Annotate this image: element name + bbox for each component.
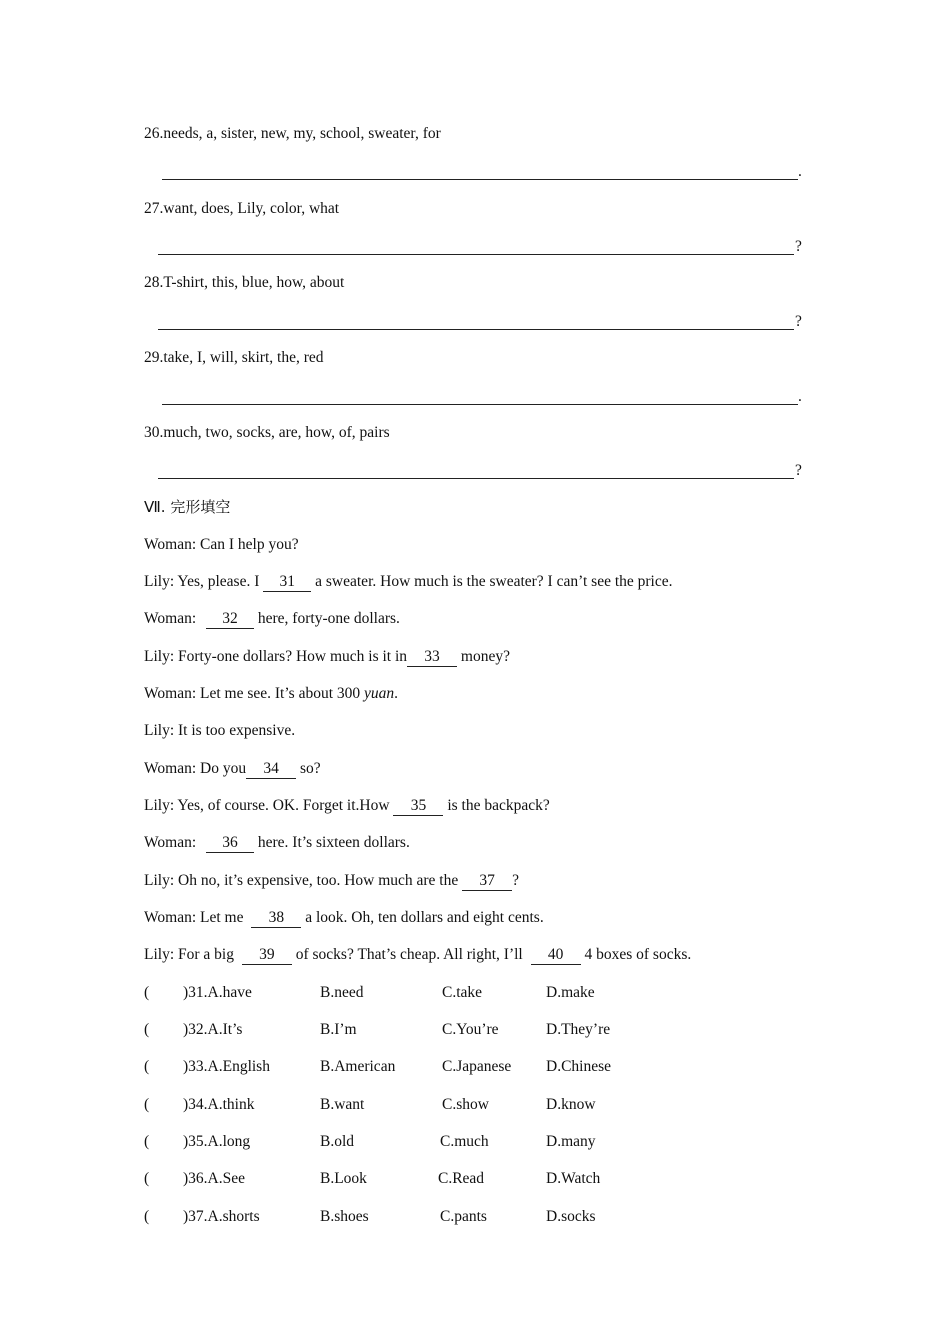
dialogue-text: Lily: Forty-one dollars? How much is it in (144, 648, 408, 665)
dialogue-line-5 (144, 684, 398, 704)
option-d[interactable]: D.They’re (546, 1021, 611, 1038)
answer-line-29[interactable] (162, 387, 807, 407)
answer-line-28[interactable] (158, 312, 808, 332)
ordering-prompt-28: 28.T-shirt, this, blue, how, about (144, 274, 345, 291)
option-b[interactable]: B.shoes (320, 1208, 369, 1225)
dialogue-text: money? (457, 648, 510, 665)
answer-end-27: ? (795, 238, 802, 255)
option-a[interactable]: )35.A.long (183, 1133, 251, 1150)
dialogue-text: of socks? That’s cheap. All right, I’ll (291, 946, 527, 963)
answer-bracket[interactable]: ( (144, 1170, 150, 1187)
dialogue-line-7 (144, 759, 321, 779)
answer-bracket[interactable]: ( (144, 1208, 150, 1225)
answer-line-26[interactable] (162, 162, 807, 182)
dialogue-text: 4 boxes of socks. (580, 946, 692, 963)
blank-34[interactable]: 34 (246, 760, 296, 779)
dialogue-text: Woman: Let me (144, 909, 248, 926)
dialogue-text: . (394, 685, 399, 702)
ordering-prompt-29: 29.take, I, will, skirt, the, red (144, 349, 324, 366)
dialogue-line-11 (144, 908, 544, 928)
option-d[interactable]: D.socks (546, 1208, 596, 1225)
ordering-prompt-30: 30.much, two, socks, are, how, of, pairs (144, 424, 390, 441)
dialogue-text: so? (296, 760, 321, 777)
dialogue-line-12 (144, 945, 691, 965)
dialogue-line-4 (144, 647, 510, 667)
answer-end-28: ? (795, 313, 802, 330)
dialogue-text: ? (512, 872, 520, 889)
option-a[interactable]: )31.A.have (183, 984, 252, 1001)
answer-line-30[interactable] (158, 461, 808, 481)
dialogue-text: is the backpack? (443, 797, 550, 814)
dialogue-text: Lily: Oh no, it’s expensive, too. How much are the (144, 872, 463, 889)
option-c[interactable]: C.pants (440, 1208, 487, 1225)
option-d[interactable]: D.many (546, 1133, 596, 1150)
dialogue-text: Woman: Let me see. It’s about 300 (144, 685, 365, 702)
dialogue-text: a sweater. How much is the sweater? I can’t see the price. (311, 573, 673, 590)
option-a[interactable]: )34.A.think (183, 1096, 255, 1113)
blank-37[interactable]: 37 (462, 872, 512, 891)
answer-end-29: . (798, 388, 802, 405)
option-a[interactable]: )32.A.It’s (183, 1021, 243, 1038)
answer-end-26: . (798, 163, 802, 180)
dialogue-text: a look. Oh, ten dollars and eight cents. (301, 909, 544, 926)
dialogue-line-6 (144, 721, 295, 741)
blank-32[interactable]: 32 (206, 610, 254, 629)
option-b[interactable]: B.Look (320, 1170, 367, 1187)
dialogue-text: here. It’s sixteen dollars. (254, 834, 410, 851)
dialogue-text: Woman: Do you (144, 760, 247, 777)
dialogue-text: Woman: (144, 834, 201, 851)
blank-31[interactable]: 31 (263, 573, 311, 592)
answer-end-30: ? (795, 462, 802, 479)
dialogue-text: Lily: Yes, of course. OK. Forget it.How (144, 797, 394, 814)
dialogue-text: Lily: It is too expensive. (144, 722, 296, 739)
option-c[interactable]: C.Japanese (442, 1058, 512, 1075)
option-c[interactable]: C.You’re (442, 1021, 499, 1038)
dialogue-text: Woman: Can I help you? (144, 536, 299, 553)
dialogue-line-9 (144, 833, 410, 853)
option-b[interactable]: B.old (320, 1133, 355, 1150)
dialogue-line-3 (144, 609, 400, 629)
option-b[interactable]: B.American (320, 1058, 396, 1075)
dialogue-text: here, forty-one dollars. (254, 610, 400, 627)
dialogue-line-10 (144, 871, 519, 891)
blank-35[interactable]: 35 (393, 797, 443, 816)
answer-bracket[interactable]: ( (144, 984, 150, 1001)
option-b[interactable]: B.want (320, 1096, 365, 1113)
option-d[interactable]: D.know (546, 1096, 596, 1113)
option-a[interactable]: )36.A.See (183, 1170, 245, 1187)
answer-bracket[interactable]: ( (144, 1133, 150, 1150)
dialogue-text: Lily: Yes, please. I (144, 573, 264, 590)
answer-bracket[interactable]: ( (144, 1096, 150, 1113)
option-c[interactable]: C.show (442, 1096, 489, 1113)
option-c[interactable]: C.take (442, 984, 483, 1001)
blank-40[interactable]: 40 (531, 946, 581, 965)
answer-line-27[interactable] (158, 237, 808, 257)
blank-39[interactable]: 39 (242, 946, 292, 965)
ordering-prompt-26: 26.needs, a, sister, new, my, school, sweater, for (144, 125, 441, 142)
option-c[interactable]: C.much (440, 1133, 489, 1150)
dialogue-italic: yuan (364, 685, 395, 702)
ordering-prompt-27: 27.want, does, Lily, color, what (144, 200, 340, 217)
option-b[interactable]: B.I’m (320, 1021, 357, 1038)
blank-36[interactable]: 36 (206, 834, 254, 853)
dialogue-line-2 (144, 572, 673, 592)
option-d[interactable]: D.Watch (546, 1170, 601, 1187)
dialogue-line-1 (144, 535, 299, 555)
blank-33[interactable]: 33 (407, 648, 457, 667)
answer-bracket[interactable]: ( (144, 1058, 150, 1075)
dialogue-text: Woman: (144, 610, 201, 627)
section-heading: Ⅶ. 完形填空 (144, 498, 231, 516)
option-a[interactable]: )33.A.English (183, 1058, 270, 1075)
blank-38[interactable]: 38 (251, 909, 301, 928)
option-c[interactable]: C.Read (438, 1170, 485, 1187)
dialogue-line-8 (144, 796, 550, 816)
dialogue-text: Lily: For a big (144, 946, 238, 963)
answer-bracket[interactable]: ( (144, 1021, 150, 1038)
option-d[interactable]: D.make (546, 984, 595, 1001)
option-d[interactable]: D.Chinese (546, 1058, 612, 1075)
option-a[interactable]: )37.A.shorts (183, 1208, 260, 1225)
option-b[interactable]: B.need (320, 984, 364, 1001)
